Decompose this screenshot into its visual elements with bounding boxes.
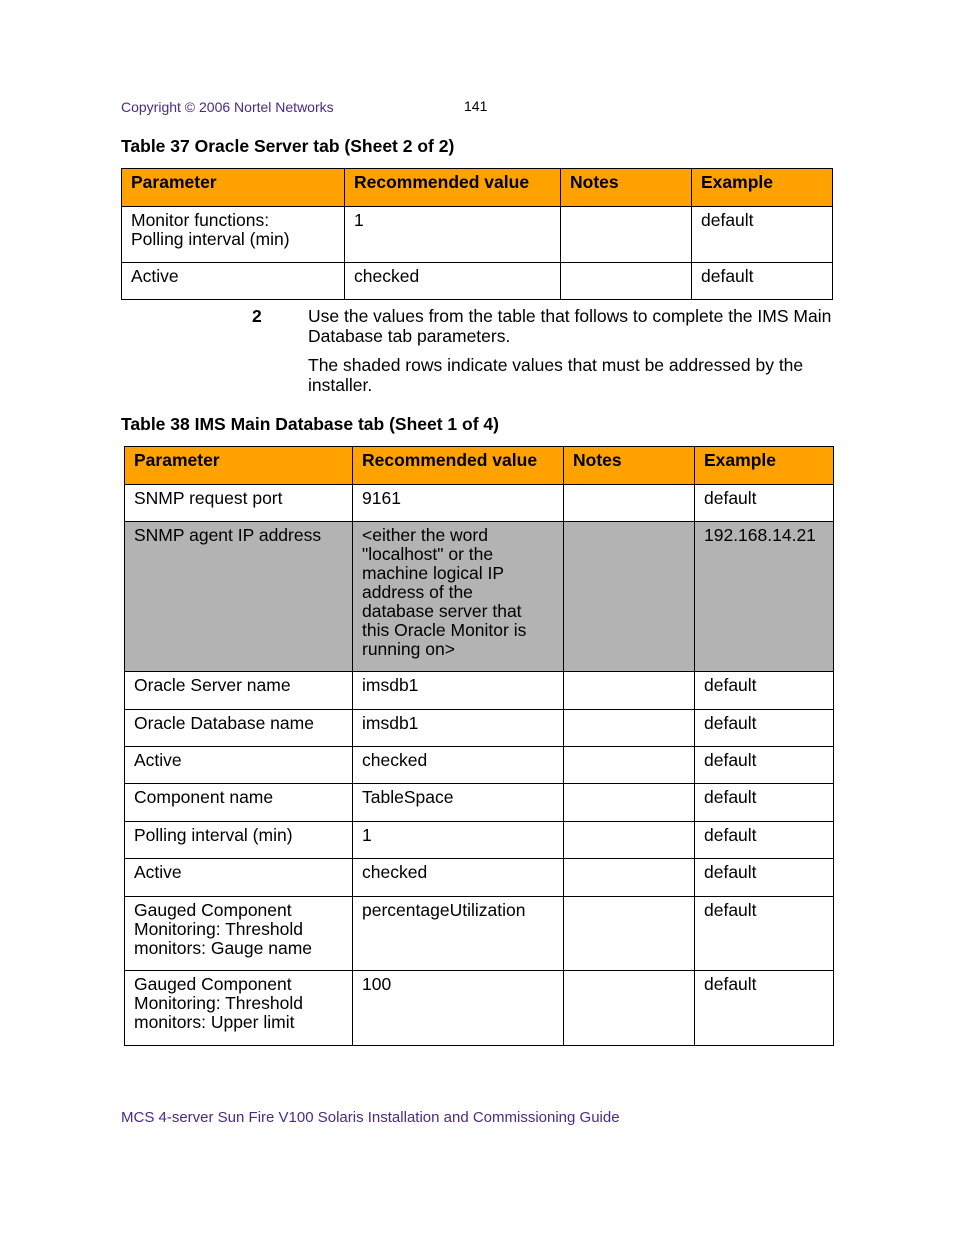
table-cell: Active xyxy=(122,263,345,300)
step-paragraph: Use the values from the table that follows to complete the IMS Main Database tab parameters. xyxy=(308,306,832,346)
ims-main-database-table xyxy=(124,446,834,1046)
table-cell: default xyxy=(695,822,834,859)
table-cell: TableSpace xyxy=(353,784,564,822)
step-number: 2 xyxy=(252,306,262,326)
table-cell: imsdb1 xyxy=(353,672,564,710)
table-cell xyxy=(125,897,353,971)
table-cell: default xyxy=(695,784,834,822)
table-cell xyxy=(353,522,564,672)
table-cell: SNMP request port xyxy=(125,485,353,522)
table-header-row xyxy=(122,169,833,207)
column-header: Parameter xyxy=(125,447,353,485)
cell-line: monitors: Gauge name xyxy=(134,938,313,958)
table-cell: 9161 xyxy=(353,485,564,522)
cell-line: this Oracle Monitor is xyxy=(362,620,527,640)
table-37-caption: Table 37 Oracle Server tab (Sheet 2 of 2) xyxy=(121,136,455,156)
table-cell: checked xyxy=(345,263,561,300)
cell-line: <either the word xyxy=(362,525,488,545)
table-cell: default xyxy=(692,263,833,300)
table-cell xyxy=(564,672,695,710)
table-cell xyxy=(561,207,692,263)
table-row xyxy=(125,897,834,971)
table-row-shaded xyxy=(125,522,834,672)
table-row xyxy=(125,710,834,747)
cell-line: machine logical IP xyxy=(362,563,505,583)
table-cell xyxy=(564,710,695,747)
table-cell: checked xyxy=(353,859,564,897)
table-cell: default xyxy=(695,747,834,784)
column-header: Recommended value xyxy=(345,169,561,207)
table-cell xyxy=(564,971,695,1046)
table-cell xyxy=(564,897,695,971)
table-cell: percentageUtilization xyxy=(353,897,564,971)
table-cell: default xyxy=(695,710,834,747)
cell-line: Monitor functions: xyxy=(131,210,270,230)
cell-line: "localhost" or the xyxy=(362,544,494,564)
table-cell: 100 xyxy=(353,971,564,1046)
cell-line: database server that xyxy=(362,601,522,621)
table-cell xyxy=(122,207,345,263)
table-row xyxy=(125,747,834,784)
table-cell: default xyxy=(692,207,833,263)
table-cell: default xyxy=(695,971,834,1046)
table-cell xyxy=(564,784,695,822)
cell-line: Gauged Component xyxy=(134,900,292,920)
cell-line: Polling interval (min) xyxy=(131,229,290,249)
cell-line: address of the xyxy=(362,582,473,602)
cell-line: Gauged Component xyxy=(134,974,292,994)
table-cell: imsdb1 xyxy=(353,710,564,747)
table-cell: default xyxy=(695,485,834,522)
step-paragraph: The shaded rows indicate values that must be addressed by the installer. xyxy=(308,355,804,395)
column-header: Notes xyxy=(561,169,692,207)
table-cell: default xyxy=(695,897,834,971)
table-header-row xyxy=(125,447,834,485)
table-cell xyxy=(564,859,695,897)
column-header: Parameter xyxy=(122,169,345,207)
table-cell: checked xyxy=(353,747,564,784)
cell-line: Monitoring: Threshold xyxy=(134,993,303,1013)
table-row xyxy=(122,263,833,300)
table-row xyxy=(125,822,834,859)
table-cell: default xyxy=(695,859,834,897)
table-cell: Active xyxy=(125,747,353,784)
table-cell: 192.168.14.21 xyxy=(695,522,834,672)
table-cell: Oracle Server name xyxy=(125,672,353,710)
table-row xyxy=(125,672,834,710)
page-number: 141 xyxy=(464,98,488,114)
table-38-caption: Table 38 IMS Main Database tab (Sheet 1 of 4) xyxy=(121,414,499,434)
column-header: Example xyxy=(695,447,834,485)
table-cell: Oracle Database name xyxy=(125,710,353,747)
step-instructions xyxy=(308,306,834,404)
table-cell: Polling interval (min) xyxy=(125,822,353,859)
table-row xyxy=(125,971,834,1046)
table-cell: SNMP agent IP address xyxy=(125,522,353,672)
table-cell: 1 xyxy=(353,822,564,859)
table-cell xyxy=(564,822,695,859)
oracle-server-table xyxy=(121,168,833,300)
table-cell: default xyxy=(695,672,834,710)
column-header: Recommended value xyxy=(353,447,564,485)
column-header: Example xyxy=(692,169,833,207)
table-cell xyxy=(564,485,695,522)
table-cell xyxy=(564,747,695,784)
table-row xyxy=(125,784,834,822)
table-cell: Component name xyxy=(125,784,353,822)
column-header: Notes xyxy=(564,447,695,485)
table-cell xyxy=(561,263,692,300)
cell-line: monitors: Upper limit xyxy=(134,1012,295,1032)
copyright-notice: Copyright © 2006 Nortel Networks xyxy=(121,99,334,115)
table-cell xyxy=(125,971,353,1046)
table-cell xyxy=(564,522,695,672)
table-row xyxy=(125,859,834,897)
table-cell: Active xyxy=(125,859,353,897)
table-cell: 1 xyxy=(345,207,561,263)
cell-line: Monitoring: Threshold xyxy=(134,919,303,939)
cell-line: running on> xyxy=(362,639,455,659)
table-row xyxy=(125,485,834,522)
footer-title: MCS 4-server Sun Fire V100 Solaris Installation and Commissioning Guide xyxy=(121,1109,620,1126)
table-row xyxy=(122,207,833,263)
